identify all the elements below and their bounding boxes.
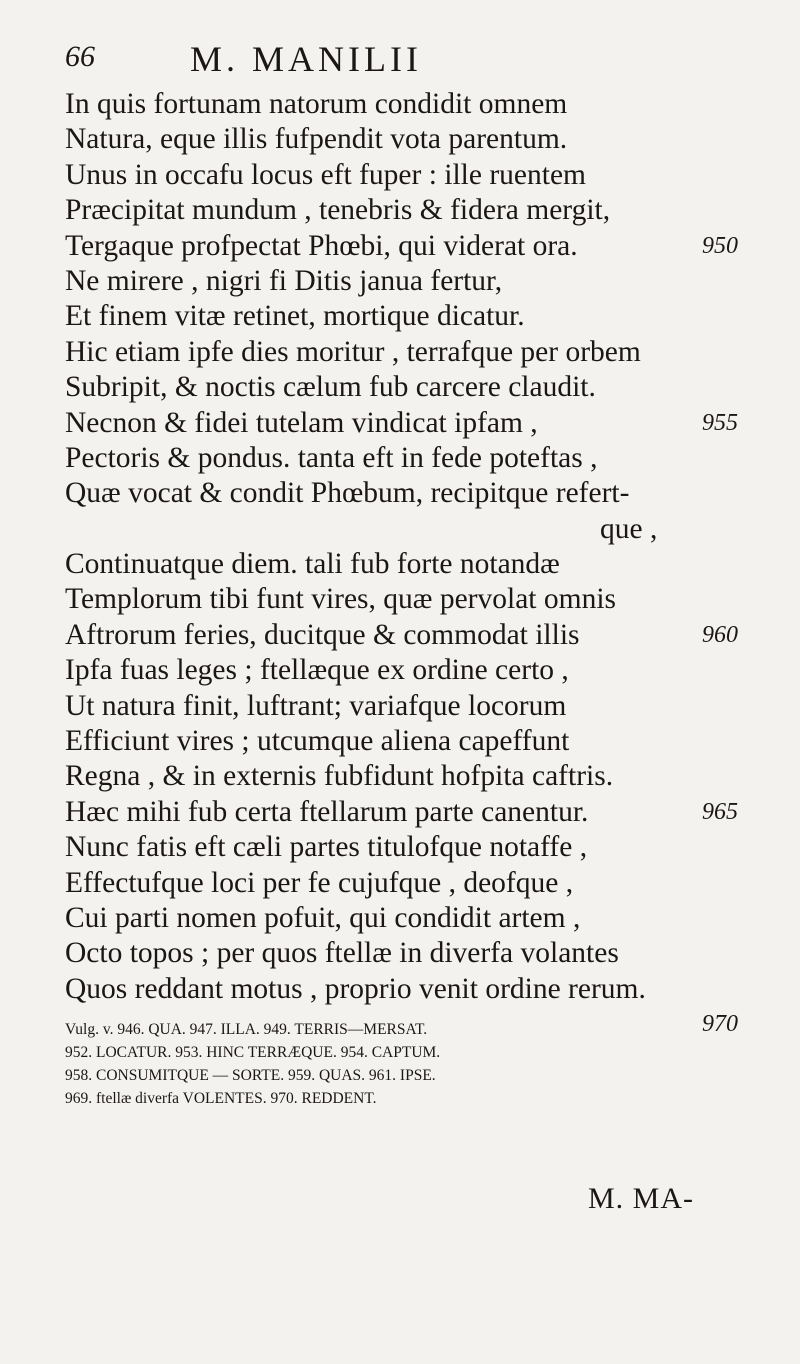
verse-text: Aftrorum feries, ducitque & commodat illis	[65, 618, 580, 651]
verse-line	[0, 87, 800, 122]
note-line: 952. LOCATUR. 953. HINC TERRÆQUE. 954. CAPTUM.	[65, 1044, 441, 1061]
verse-line	[0, 689, 800, 724]
page-number: 66	[65, 40, 95, 73]
line-number: 955	[702, 409, 738, 436]
verse-line	[0, 299, 800, 334]
verse-text: que ,	[600, 512, 658, 545]
verse-text: Unus in occafu locus eft fuper : ille ruentem	[65, 158, 586, 191]
verse-text: Ne mirere , nigri fi Ditis janua fertur,	[65, 264, 503, 297]
verse-line	[0, 476, 800, 511]
verse-text: Tergaque profpectat Phœbi, qui viderat ora.	[65, 229, 578, 262]
note-line: 958. CONSUMITQUE — SORTE. 959. QUAS. 961. IPSE.	[65, 1067, 436, 1084]
verse-text: Regna , & in externis fubfidunt hofpita caftris.	[65, 760, 614, 793]
verse-line	[0, 830, 800, 865]
verse-line	[0, 582, 800, 617]
page-header	[0, 40, 800, 80]
running-head: M. MANILII	[190, 39, 422, 79]
verse-line	[0, 335, 800, 370]
verse-text: Efficiunt vires ; utcumque aliena capeffunt	[65, 725, 570, 758]
line-number: 950	[702, 232, 738, 259]
verse-text: Octo topos ; per quos ftellæ in diverfa volantes	[65, 937, 619, 970]
verse-text: Hic etiam ipfe dies moritur , terrafque per orbem	[65, 335, 641, 368]
verse-block	[0, 87, 800, 1043]
catchword: M. MA-	[588, 1182, 695, 1215]
verse-line	[0, 724, 800, 759]
verse-text: Et finem vitæ retinet, mortique dicatur.	[65, 300, 525, 333]
line-number: 960	[702, 621, 738, 648]
verse-line	[0, 441, 800, 476]
verse-line	[0, 158, 800, 193]
note-line: 969. ftellæ diverfa VOLENTES. 970. REDDENT.	[65, 1090, 377, 1107]
note-line: Vulg. v. 946. QUA. 947. ILLA. 949. TERRIS—MERSAT.	[65, 1021, 428, 1038]
verse-text: Effectufque loci per fe cujufque , deofque ,	[65, 866, 574, 899]
verse-text: Ipfa fuas leges ; ftellæque ex ordine certo ,	[65, 654, 569, 687]
verse-line	[0, 406, 800, 441]
verse-line	[0, 866, 800, 901]
verse-text: Necnon & fidei tutelam vindicat ipfam ,	[65, 406, 538, 439]
verse-line	[0, 972, 800, 1007]
line-number: 970	[702, 1011, 738, 1038]
verse-line	[0, 618, 800, 653]
verse-line	[0, 122, 800, 157]
line-number: 965	[702, 798, 738, 825]
verse-text: Continuatque diem. tali fub forte notandæ	[65, 548, 560, 581]
verse-text: Hæc mihi fub certa ftellarum parte canentur.	[65, 795, 589, 828]
verse-line	[0, 901, 800, 936]
verse-line	[0, 264, 800, 299]
verse-text: Templorum tibi funt vires, quæ pervolat omnis	[65, 583, 616, 616]
verse-text: Cui parti nomen pofuit, qui condidit artem ,	[65, 901, 581, 934]
verse-line	[0, 795, 800, 830]
verse-line	[0, 512, 800, 547]
verse-line	[0, 193, 800, 228]
verse-line	[0, 229, 800, 264]
verse-text: Natura, eque illis fufpendit vota parentum.	[65, 123, 568, 156]
verse-text: Nunc fatis eft cæli partes titulofque notaffe ,	[65, 831, 588, 864]
verse-text: In quis fortunam natorum condidit omnem	[65, 88, 568, 120]
verse-text: Ut natura finit, luftrant; variafque locorum	[65, 689, 567, 722]
verse-line	[0, 370, 800, 405]
verse-text: Quos reddant motus , proprio venit ordine rerum.	[65, 972, 646, 1005]
variant-readings-note	[65, 1018, 745, 1110]
verse-line	[0, 547, 800, 582]
verse-text: Pectoris & pondus. tanta eft in fede poteftas ,	[65, 441, 598, 474]
verse-line	[0, 936, 800, 971]
verse-line	[0, 759, 800, 794]
verse-text: Præcipitat mundum , tenebris & fidera mergit,	[65, 194, 611, 227]
verse-line	[0, 653, 800, 688]
verse-text: Quæ vocat & condit Phœbum, recipitque refert-	[65, 477, 630, 510]
verse-text: Subripit, & noctis cælum fub carcere claudit.	[65, 371, 596, 404]
